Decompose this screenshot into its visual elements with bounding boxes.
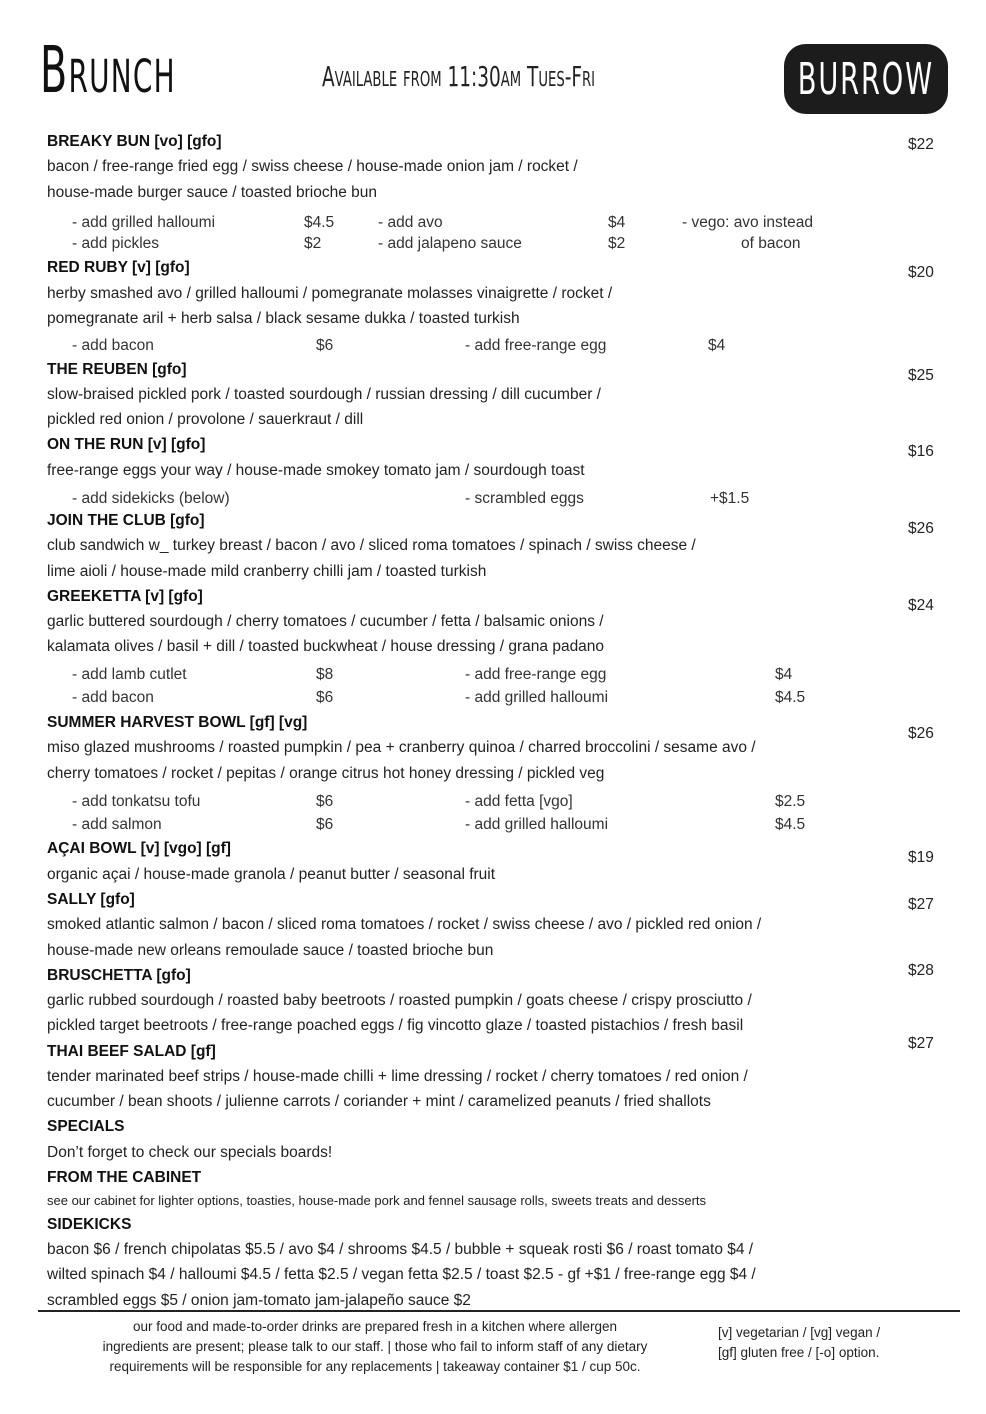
allergen-notice-line: requirements will be responsible for any replacements | takeaway container $1 / cup 50c.	[109, 1359, 641, 1374]
addon-price: $4	[608, 214, 626, 231]
menu-item-description: tender marinated beef strips / house-made chilli + lime dressing / rocket / cherry tomatoes / red onion /	[47, 1068, 748, 1085]
section-title: FROM THE CABINET	[47, 1169, 202, 1186]
addon-option: - add lamb cutlet	[72, 666, 187, 683]
addon-price: $2	[304, 235, 322, 252]
menu-item-description: kalamata olives / basil + dill / toasted buckwheat / house dressing / grana padano	[47, 638, 605, 655]
menu-item-description: garlic rubbed sourdough / roasted baby beetroots / roasted pumpkin / goats cheese / crispy prosciutto /	[47, 992, 752, 1009]
menu-item-price: $27	[908, 1035, 934, 1052]
brand-logo-text: BURROW	[797, 53, 935, 105]
specials-text: Don’t forget to check our specials boards!	[47, 1144, 333, 1161]
menu-item-description: house-made burger sauce / toasted brioche bun	[47, 184, 378, 201]
menu-item-description: slow-braised pickled pork / toasted sourdough / russian dressing / dill cucumber /	[47, 386, 601, 403]
menu-item-title: BREAKY BUN [vo] [gfo]	[47, 133, 222, 150]
menu-item-description: bacon / free-range fried egg / swiss cheese / house-made onion jam / rocket /	[47, 158, 578, 175]
addon-option: - add salmon	[72, 816, 162, 833]
addon-price: +$1.5	[710, 490, 750, 507]
section-title: SPECIALS	[47, 1118, 125, 1135]
menu-item-description: cucumber / bean shoots / julienne carrots / coriander + mint / caramelized peanuts / fried shallots	[47, 1093, 711, 1110]
menu-item-title: THAI BEEF SALAD [gf]	[47, 1043, 216, 1060]
menu-item-description: herby smashed avo / grilled halloumi / pomegranate molasses vinaigrette / rocket /	[47, 285, 613, 302]
menu-item-title: RED RUBY [v] [gfo]	[47, 259, 190, 276]
addon-option: - add jalapeno sauce	[378, 235, 522, 252]
menu-item-description: house-made new orleans remoulade sauce / toasted brioche bun	[47, 942, 494, 959]
menu-item-price: $19	[908, 849, 934, 866]
availability-subtitle: Available from 11:30am Tues-Fri	[322, 60, 596, 93]
addon-option: - add grilled halloumi	[465, 816, 609, 833]
menu-item-title: BRUSCHETTA [gfo]	[47, 967, 191, 984]
addon-price: $6	[316, 816, 334, 833]
menu-item-price: $26	[908, 725, 934, 742]
addon-option: - add free-range egg	[465, 337, 607, 354]
menu-item-description: organic açai / house-made granola / peanut butter / seasonal fruit	[47, 866, 496, 883]
addon-price: $4	[775, 666, 793, 683]
addon-price: $4.5	[775, 689, 806, 706]
menu-item-title: JOIN THE CLUB [gfo]	[47, 512, 205, 529]
addon-price: $2.5	[775, 793, 806, 810]
menu-item-description: free-range eggs your way / house-made smokey tomato jam / sourdough toast	[47, 462, 585, 479]
menu-item-description: pomegranate aril + herb salsa / black sesame dukka / toasted turkish	[47, 310, 520, 327]
addon-option: - add avo	[378, 214, 443, 231]
menu-item-title: ON THE RUN [v] [gfo]	[47, 436, 206, 453]
brand-logo	[784, 44, 948, 114]
section-title: SIDEKICKS	[47, 1216, 132, 1233]
menu-item-description: pickled red onion / provolone / sauerkraut / dill	[47, 411, 364, 428]
addon-price: $6	[316, 689, 334, 706]
menu-item-price: $20	[908, 264, 934, 281]
dietary-legend	[718, 1323, 880, 1363]
menu-item-title: AÇAI BOWL [v] [vgo] [gf]	[47, 840, 231, 857]
dietary-legend-line: [gf] gluten free / [-o] option.	[718, 1345, 880, 1360]
addon-option: - scrambled eggs	[465, 490, 584, 507]
addon-option: - add fetta [vgo]	[465, 793, 573, 810]
addon-price: $4	[708, 337, 726, 354]
menu-item-description: cherry tomatoes / rocket / pepitas / orange citrus hot honey dressing / pickled veg	[47, 765, 605, 782]
menu-item-description: smoked atlantic salmon / bacon / sliced roma tomatoes / rocket / swiss cheese / avo / pickled red onion /	[47, 916, 762, 933]
menu-item-price: $26	[908, 520, 934, 537]
menu-item-title: GREEKETTA [v] [gfo]	[47, 588, 203, 605]
menu-item-title: THE REUBEN [gfo]	[47, 361, 187, 378]
menu-item-title: SALLY [gfo]	[47, 891, 135, 908]
addon-option: - vego: avo instead	[682, 214, 813, 231]
addon-option: - add pickles	[72, 235, 160, 252]
addon-option: - add bacon	[72, 689, 154, 706]
menu-item-price: $22	[908, 136, 934, 153]
menu-item-description: club sandwich w_ turkey breast / bacon / avo / sliced roma tomatoes / spinach / swiss cheese /	[47, 537, 696, 554]
cabinet-text: see our cabinet for lighter options, toasties, house-made pork and fennel sausage rolls, sweets treats and desserts	[47, 1193, 707, 1208]
addon-option: of bacon	[741, 235, 801, 252]
addon-option: - add grilled halloumi	[72, 214, 216, 231]
addon-option: - add grilled halloumi	[465, 689, 609, 706]
menu-item-price: $25	[908, 367, 934, 384]
menu-item-price: $28	[908, 962, 934, 979]
allergen-notice	[40, 1317, 710, 1377]
addon-price: $2	[608, 235, 626, 252]
addon-price: $6	[316, 793, 334, 810]
allergen-notice-line: our food and made-to-order drinks are prepared fresh in a kitchen where allergen	[132, 1319, 618, 1334]
addon-price: $4.5	[775, 816, 806, 833]
addon-price: $4.5	[304, 214, 335, 231]
menu-item-price: $24	[908, 597, 934, 614]
menu-item-description: garlic buttered sourdough / cherry tomatoes / cucumber / fetta / balsamic onions /	[47, 613, 604, 630]
dietary-legend-line: [v] vegetarian / [vg] vegan /	[718, 1325, 881, 1340]
menu-item-description: lime aioli / house-made mild cranberry chilli jam / toasted turkish	[47, 563, 487, 580]
addon-option: - add bacon	[72, 337, 154, 354]
menu-item-description: pickled target beetroots / free-range poached eggs / fig vincotto glaze / toasted pistachios / fresh basil	[47, 1017, 744, 1034]
sidekicks-line: bacon $6 / french chipolatas $5.5 / avo $4 / shrooms $4.5 / bubble + squeak rosti $6 / roast tomato $4 /	[47, 1241, 754, 1258]
menu-item-description: miso glazed mushrooms / roasted pumpkin / pea + cranberry quinoa / charred broccolini / sesame avo /	[47, 739, 756, 756]
addon-price: $6	[316, 337, 334, 354]
addon-option: - add sidekicks (below)	[72, 490, 230, 507]
menu-item-price: $16	[908, 443, 934, 460]
addon-option: - add tonkatsu tofu	[72, 793, 201, 810]
addon-option: - add free-range egg	[465, 666, 607, 683]
addon-price: $8	[316, 666, 334, 683]
allergen-notice-line: ingredients are present; please talk to our staff. | those who fail to inform staff of any dietary	[102, 1339, 648, 1354]
footer-divider	[38, 1310, 960, 1312]
sidekicks-line: scrambled eggs $5 / onion jam-tomato jam-jalapeño sauce $2	[47, 1292, 471, 1309]
menu-item-title: SUMMER HARVEST BOWL [gf] [vg]	[47, 714, 308, 731]
menu-item-price: $27	[908, 896, 934, 913]
sidekicks-line: wilted spinach $4 / halloumi $4.5 / fetta $2.5 / vegan fetta $2.5 / toast $2.5 - gf +$1 / free-range egg $4 /	[47, 1266, 756, 1283]
page-title: Brunch	[40, 34, 176, 108]
